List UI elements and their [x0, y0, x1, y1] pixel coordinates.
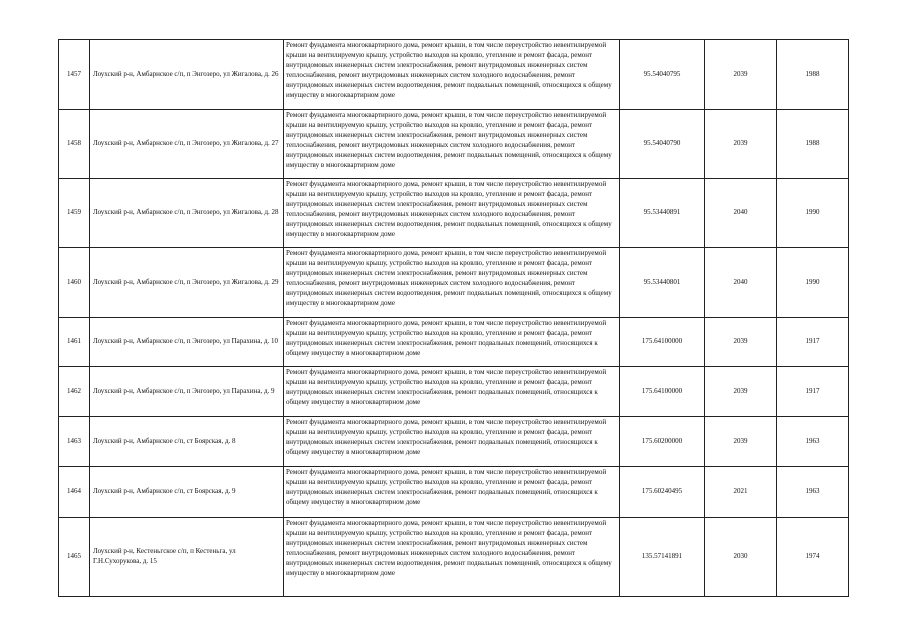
table-row	[59, 518, 849, 597]
row-number: 1462	[59, 367, 90, 417]
cost-cell: 95.54040795	[620, 40, 705, 110]
works-cell: Ремонт фундамента многоквартирного дома, ремонт крыши, в том числе переустройство невентилируемой крыши на вентилируемую крышу, устройство выходов на кровлю, утепление и ремонт фасада, ремонт внутридомовых инженерных систем электроснабжения, ремонт внутридомовых инженерных систем теплоснабжения, ремонт внутридомовых инженерных систем холодного водоснабжения, ремонт внутридомовых инженерных систем водоотведения, ремонт подвальных помещений, относящихся к общему имуществу в многоквартирном доме	[284, 40, 620, 110]
table-row	[59, 367, 849, 417]
planned-year-cell: 2030	[705, 518, 777, 597]
works-cell: Ремонт фундамента многоквартирного дома, ремонт крыши, в том числе переустройство невентилируемой крыши на вентилируемую крышу, устройство выходов на кровлю, утепление и ремонт фасада, ремонт внутридомовых инженерных систем электроснабжения, ремонт внутридомовых инженерных систем теплоснабжения, ремонт внутридомовых инженерных систем холодного водоснабжения, ремонт внутридомовых инженерных систем водоотведения, ремонт подвальных помещений, относящихся к общему имуществу в многоквартирном доме	[284, 518, 620, 597]
cost-cell: 95.53440801	[620, 248, 705, 318]
built-year-cell: 1990	[777, 248, 849, 318]
address-cell: Лоухский р-н, Амбарнское с/п, п Энгозеро, ул Жигалова, д. 26	[90, 40, 284, 110]
row-number: 1464	[59, 467, 90, 518]
address-cell: Лоухский р-н, Амбарнское с/п, ст Боярская, д. 9	[90, 467, 284, 518]
planned-year-cell: 2040	[705, 248, 777, 318]
row-number: 1465	[59, 518, 90, 597]
cost-cell: 175.64100000	[620, 318, 705, 367]
address-cell: Лоухский р-н, Амбарнское с/п, п Энгозеро, ул Парахина, д. 9	[90, 367, 284, 417]
row-number: 1463	[59, 417, 90, 467]
works-cell: Ремонт фундамента многоквартирного дома, ремонт крыши, в том числе переустройство невентилируемой крыши на вентилируемую крышу, устройство выходов на кровлю, утепление и ремонт фасада, ремонт внутридомовых инженерных систем электроснабжения, ремонт внутридомовых инженерных систем теплоснабжения, ремонт внутридомовых инженерных систем холодного водоснабжения, ремонт внутридомовых инженерных систем водоотведения, ремонт подвальных помещений, относящихся к общему имуществу в многоквартирном доме	[284, 179, 620, 248]
table-row	[59, 110, 849, 179]
built-year-cell: 1963	[777, 467, 849, 518]
built-year-cell: 1988	[777, 40, 849, 110]
works-cell: Ремонт фундамента многоквартирного дома, ремонт крыши, в том числе переустройство невентилируемой крыши на вентилируемую крышу, устройство выходов на кровлю, утепление и ремонт фасада, ремонт внутридомовых инженерных систем электроснабжения, ремонт внутридомовых инженерных систем теплоснабжения, ремонт внутридомовых инженерных систем холодного водоснабжения, ремонт внутридомовых инженерных систем водоотведения, ремонт подвальных помещений, относящихся к общему имуществу в многоквартирном доме	[284, 110, 620, 179]
row-number: 1457	[59, 40, 90, 110]
table-row	[59, 179, 849, 248]
works-cell: Ремонт фундамента многоквартирного дома, ремонт крыши, в том числе переустройство невентилируемой крыши на вентилируемую крышу, устройство выходов на кровлю, утепление и ремонт фасада, ремонт внутридомовых инженерных систем электроснабжения, ремонт подвальных помещений, относящихся к общему имуществу в многоквартирном доме	[284, 318, 620, 367]
built-year-cell: 1963	[777, 417, 849, 467]
works-cell: Ремонт фундамента многоквартирного дома, ремонт крыши, в том числе переустройство невентилируемой крыши на вентилируемую крышу, устройство выходов на кровлю, утепление и ремонт фасада, ремонт внутридомовых инженерных систем электроснабжения, ремонт подвальных помещений, относящихся к общему имуществу в многоквартирном доме	[284, 467, 620, 518]
works-cell: Ремонт фундамента многоквартирного дома, ремонт крыши, в том числе переустройство невентилируемой крыши на вентилируемую крышу, устройство выходов на кровлю, утепление и ремонт фасада, ремонт внутридомовых инженерных систем электроснабжения, ремонт внутридомовых инженерных систем теплоснабжения, ремонт внутридомовых инженерных систем холодного водоснабжения, ремонт внутридомовых инженерных систем водоотведения, ремонт подвальных помещений, относящихся к общему имуществу в многоквартирном доме	[284, 248, 620, 318]
table-row	[59, 40, 849, 110]
row-number: 1458	[59, 110, 90, 179]
row-number: 1460	[59, 248, 90, 318]
built-year-cell: 1917	[777, 318, 849, 367]
planned-year-cell: 2040	[705, 179, 777, 248]
address-cell: Лоухский р-н, Кестеньгское с/п, п Кестеньга, ул Г.Н.Сухорукова, д. 15	[90, 518, 284, 597]
address-cell: Лоухский р-н, Амбарнское с/п, ст Боярская, д. 8	[90, 417, 284, 467]
table-row	[59, 467, 849, 518]
cost-cell: 95.54040790	[620, 110, 705, 179]
address-cell: Лоухский р-н, Амбарнское с/п, п Энгозеро, ул Парахина, д. 10	[90, 318, 284, 367]
built-year-cell: 1974	[777, 518, 849, 597]
repair-program-table	[58, 39, 849, 597]
cost-cell: 135.57141891	[620, 518, 705, 597]
planned-year-cell: 2021	[705, 467, 777, 518]
cost-cell: 175.64100000	[620, 367, 705, 417]
works-cell: Ремонт фундамента многоквартирного дома, ремонт крыши, в том числе переустройство невентилируемой крыши на вентилируемую крышу, устройство выходов на кровлю, утепление и ремонт фасада, ремонт внутридомовых инженерных систем электроснабжения, ремонт подвальных помещений, относящихся к общему имуществу в многоквартирном доме	[284, 367, 620, 417]
table-row	[59, 417, 849, 467]
address-cell: Лоухский р-н, Амбарнское с/п, п Энгозеро, ул Жигалова, д. 27	[90, 110, 284, 179]
planned-year-cell: 2039	[705, 367, 777, 417]
cost-cell: 95.53440891	[620, 179, 705, 248]
address-cell: Лоухский р-н, Амбарнское с/п, п Энгозеро, ул Жигалова, д. 29	[90, 248, 284, 318]
table-row	[59, 318, 849, 367]
row-number: 1461	[59, 318, 90, 367]
built-year-cell: 1990	[777, 179, 849, 248]
planned-year-cell: 2039	[705, 318, 777, 367]
planned-year-cell: 2039	[705, 40, 777, 110]
cost-cell: 175.60240495	[620, 467, 705, 518]
row-number: 1459	[59, 179, 90, 248]
built-year-cell: 1988	[777, 110, 849, 179]
planned-year-cell: 2039	[705, 417, 777, 467]
built-year-cell: 1917	[777, 367, 849, 417]
table-row	[59, 248, 849, 318]
cost-cell: 175.60200000	[620, 417, 705, 467]
planned-year-cell: 2039	[705, 110, 777, 179]
address-cell: Лоухский р-н, Амбарнское с/п, п Энгозеро, ул Жигалова, д. 28	[90, 179, 284, 248]
works-cell: Ремонт фундамента многоквартирного дома, ремонт крыши, в том числе переустройство невентилируемой крыши на вентилируемую крышу, устройство выходов на кровлю, утепление и ремонт фасада, ремонт внутридомовых инженерных систем электроснабжения, ремонт подвальных помещений, относящихся к общему имуществу в многоквартирном доме	[284, 417, 620, 467]
